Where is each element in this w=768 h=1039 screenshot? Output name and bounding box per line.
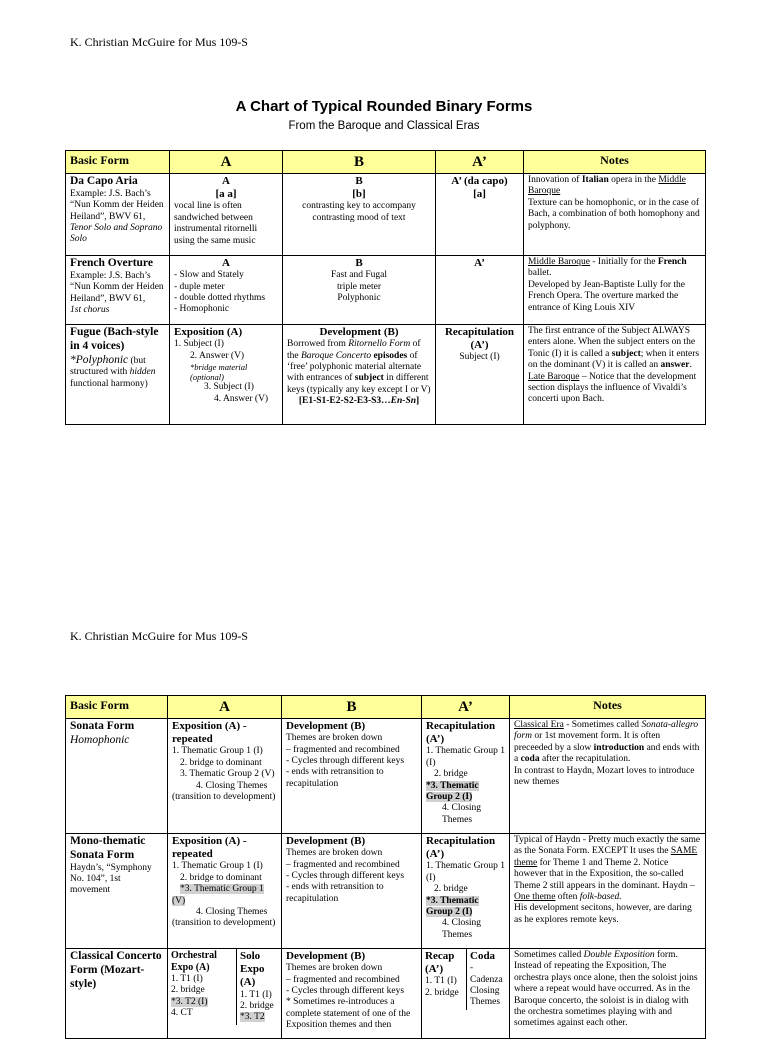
- b-line: – fragmented and recombined: [286, 974, 400, 985]
- a-line: 2. bridge to dominant: [180, 757, 262, 768]
- notes-text: often: [557, 891, 578, 902]
- b-line: – fragmented and recombined: [286, 859, 400, 870]
- notes-underline: Classical Era: [514, 720, 564, 730]
- notes-bold: Italian: [581, 175, 609, 185]
- a-line: - Homophonic: [174, 304, 230, 315]
- b-desc: contrasting key to accompany contrasting mood of text: [302, 201, 416, 223]
- cell-basic: [66, 325, 170, 425]
- cell-notes: [524, 174, 706, 256]
- notes-bold: French: [657, 257, 687, 267]
- notes-text: or 1st movement form. It is often preceeded by a slow: [514, 731, 661, 753]
- a-line: - double dotted rhythms: [174, 292, 266, 303]
- b-line: Themes are broken down: [286, 733, 383, 744]
- b-sequence-italic: En-Sn: [390, 396, 417, 407]
- ap-title: A’ (da capo): [451, 175, 508, 187]
- orchestral-expo: [168, 949, 237, 1025]
- row-example: Example: J.S. Bach’s “Nun Komm der Heiden Heiland”, BWV 61,: [70, 270, 164, 304]
- solo-expo: [237, 949, 281, 1025]
- page-title: A Chart of Typical Rounded Binary Forms: [235, 98, 533, 115]
- notes-text: - Initially for the: [592, 257, 656, 267]
- b-sub: [b]: [352, 188, 366, 201]
- row-example-italic: 1st chorus: [70, 304, 110, 315]
- notes-bold: coda: [520, 754, 540, 765]
- table-header-row: [66, 151, 706, 174]
- solo-title: Solo Expo (A): [240, 950, 265, 989]
- col-b: B: [282, 696, 422, 719]
- ap-line: 4. Closing Themes: [442, 803, 482, 825]
- row-example-italic: Tenor Solo and Soprano Solo: [70, 222, 163, 245]
- cell-a-prime: [422, 834, 510, 949]
- notes-text: .: [689, 360, 692, 371]
- ap-line: 1. Thematic Group 1 (I): [426, 861, 505, 883]
- cell-basic: [66, 949, 168, 1039]
- b-italic: Ritornello Form: [348, 339, 411, 350]
- b-line: Themes are broken down: [286, 963, 383, 974]
- b-title: B: [355, 257, 363, 269]
- a-line: 2. bridge to dominant: [180, 872, 262, 883]
- cell-notes: [524, 325, 706, 425]
- b-line: - Cycles through different keys: [286, 985, 405, 996]
- row-sub: Homophonic: [70, 733, 130, 746]
- notes-text: Texture can be homophonic, or in the case of Bach, a combination of both homophony and polyphony.: [528, 197, 700, 231]
- row-italic: hidden: [129, 367, 156, 378]
- coda-title: Coda: [470, 950, 496, 962]
- table-row: [66, 256, 706, 325]
- col-a-prime: A’: [422, 696, 510, 719]
- orch-line: 1. T1 (I): [171, 974, 203, 984]
- ap-line: 4. Closing Themes: [442, 918, 482, 940]
- notes-underline: SAME theme: [514, 846, 698, 868]
- cell-a-prime: [422, 949, 510, 1039]
- page-subtitle: From the Baroque and Classical Eras: [288, 120, 480, 132]
- orch-line: 4. CT: [171, 1008, 193, 1019]
- cell-basic: [66, 256, 170, 325]
- row-name: French Overture: [70, 257, 153, 269]
- row-sub: Haydn’s, “Symphony No. 104”, 1st movement: [70, 862, 152, 896]
- b-bold: subject: [354, 373, 384, 384]
- b-line: – fragmented and recombined: [286, 744, 400, 755]
- row-name: Da Capo Aria: [70, 175, 138, 187]
- ap-line-highlight: *3. Thematic Group 2 (I): [426, 780, 479, 802]
- ap-title: Recapitulation (A’): [426, 835, 496, 861]
- ap-line: 2. bridge: [434, 769, 468, 780]
- cell-b: [283, 174, 436, 256]
- cell-notes: [510, 949, 706, 1039]
- cell-basic: [66, 174, 170, 256]
- table-header-row: [66, 696, 706, 719]
- a-line: 1. Thematic Group 1 (I): [172, 746, 263, 757]
- row-name: Sonata Form: [70, 720, 135, 732]
- row-name: Mono-thematic Sonata Form: [70, 835, 146, 861]
- b-text: of ‘free’ polyphonic material alternate with entrances of: [287, 350, 422, 384]
- ap-sub: Subject (I): [459, 352, 500, 363]
- a-line: 3. Subject (I): [204, 382, 254, 393]
- row-name: Fugue (Bach-style in 4 voices): [70, 326, 159, 352]
- b-text: in different keys (typically any key except I or V): [287, 373, 431, 395]
- a-line: - Slow and Stately: [174, 270, 244, 281]
- table-row: [66, 174, 706, 256]
- a-line: 4. Closing Themes (transition to development): [172, 906, 276, 929]
- notes-underline: Middle Baroque: [528, 257, 591, 267]
- cell-basic: [66, 834, 168, 949]
- b-sequence-end: ]: [416, 396, 420, 407]
- cell-a: [168, 834, 282, 949]
- notes-text: and ends with a: [514, 742, 700, 765]
- cell-a: [168, 719, 282, 834]
- col-a: A: [170, 151, 283, 174]
- notes-text: – Notice that the development section displays the influence of Vivaldi’s concerti upon Bach.: [528, 371, 697, 405]
- cell-b: [282, 949, 422, 1039]
- ap-title: A’: [474, 257, 485, 269]
- orch-title: Orchestral Expo (A): [171, 950, 217, 973]
- col-basic-form: Basic Form: [66, 696, 168, 719]
- a-line: 4. Answer (V): [214, 393, 269, 404]
- page1-header: K. Christian McGuire for Mus 109-S: [70, 35, 248, 49]
- cell-basic: [66, 719, 168, 834]
- coda-line: - Cadenza: [470, 963, 503, 985]
- ap-sub: [a]: [473, 188, 486, 201]
- solo-line: 1. T1 (I): [240, 989, 272, 1000]
- recap-title: Recap (A’): [425, 950, 455, 976]
- orch-line: 2. bridge: [171, 985, 205, 996]
- b-sequence: [E1-S1-E2-S2-E3-S3…: [298, 396, 391, 407]
- notes-text: ; when it enters on the dominant (V) it is called an: [528, 348, 700, 371]
- sonata-forms-table: [65, 695, 706, 1039]
- notes-text: opera in the: [611, 175, 656, 185]
- b-title: Development (B): [319, 326, 399, 338]
- row-text: functional harmony): [70, 378, 148, 389]
- a-title: Exposition (A) - repeated: [172, 835, 247, 861]
- notes-underline: Late Baroque: [528, 371, 580, 382]
- ap-title: Recapitulation (A’): [426, 720, 496, 746]
- notes-underline: Middle Baroque: [528, 175, 686, 197]
- b-text: Borrowed from: [287, 339, 346, 350]
- col-notes: Notes: [524, 151, 706, 174]
- row-text: (but structured with: [70, 355, 146, 378]
- row-example: Example: J.S. Bach’s “Nun Komm der Heiden Heiland”, BWV 61,: [70, 188, 164, 222]
- a-title: A: [222, 175, 230, 187]
- a-line: 4. Closing Themes (transition to development): [172, 780, 276, 802]
- notes-bold: subject: [611, 348, 641, 359]
- notes-text: In contrast to Haydn, Mozart loves to introduce new themes: [514, 765, 695, 787]
- table-row: [66, 719, 706, 834]
- b-line: Polyphonic: [337, 292, 381, 303]
- col-notes: Notes: [510, 696, 706, 719]
- notes-text: The first entrance of the Subject ALWAYS enters alone. When the subject enters on the Tonic (I) it is called a: [528, 326, 696, 359]
- cell-a: [170, 256, 283, 325]
- notes-text: Innovation of: [528, 175, 580, 185]
- cell-b: [283, 256, 436, 325]
- b-line: - ends with retransition to recapitulation: [286, 882, 384, 904]
- notes-text: His development secitons, however, are daring as he explores remote keys.: [514, 903, 692, 925]
- b-title: Development (B): [286, 720, 366, 732]
- cell-a-prime: [436, 325, 524, 425]
- notes-italic: Sonata-allegro form: [514, 720, 699, 742]
- binary-forms-table: [65, 150, 706, 425]
- ap-line: 1. Thematic Group 1 (I): [426, 746, 505, 768]
- notes-text: - Sometimes called: [566, 720, 640, 730]
- b-title: Development (B): [286, 835, 366, 847]
- notes-text: Sometimes called: [514, 950, 582, 960]
- b-title: Development (B): [286, 950, 366, 962]
- b-line: * Sometimes re-introduces a complete statement of one of the Exposition themes and then: [286, 997, 411, 1031]
- col-b: B: [283, 151, 436, 174]
- a-line: 3. Thematic Group 2 (V): [180, 769, 275, 780]
- cell-b: [282, 719, 422, 834]
- notes-italic: Double Exposition: [583, 950, 655, 960]
- a-desc: vocal line is often sandwiched between instrumental ritornelli using the same music: [174, 201, 258, 246]
- recap-line: 2. bridge: [425, 987, 459, 998]
- a-line: *bridge material (optional): [190, 361, 248, 383]
- cell-a-prime: [436, 174, 524, 256]
- cell-b: [282, 834, 422, 949]
- a-line: - duple meter: [174, 281, 225, 292]
- b-line: Fast and Fugal: [331, 270, 387, 281]
- col-a-prime: A’: [436, 151, 524, 174]
- a-line: 1. Thematic Group 1 (I): [172, 861, 263, 872]
- a-sub: [a a]: [215, 188, 237, 201]
- b-line: - ends with retransition to recapitulation: [286, 767, 384, 789]
- b-bold: episodes: [373, 350, 408, 361]
- col-basic-form: Basic Form: [66, 151, 170, 174]
- notes-text: Typical of Haydn - Pretty much exactly the same as the Sonata Form. EXCEPT It uses the: [514, 835, 701, 857]
- table-row: [66, 325, 706, 425]
- ap-line: 2. bridge: [434, 884, 468, 895]
- table-row: [66, 949, 706, 1039]
- cell-a: [170, 174, 283, 256]
- coda-line: Closing Themes: [470, 985, 501, 1008]
- a-line: 1. Subject (I): [174, 339, 224, 350]
- notes-text: after the recapitulation.: [541, 754, 631, 765]
- notes-bold: answer: [660, 360, 690, 371]
- notes-underline: One theme: [514, 891, 556, 902]
- row-name: Classical Concerto Form (Mozart-style): [70, 950, 162, 990]
- a-title: Exposition (A): [174, 326, 243, 338]
- cell-notes: [510, 719, 706, 834]
- b-line: - Cycles through different keys: [286, 870, 405, 881]
- b-text: of the: [287, 339, 421, 361]
- b-title: B: [355, 175, 363, 187]
- b-line: triple meter: [336, 281, 382, 292]
- notes-italic: folk-based.: [579, 891, 622, 902]
- table-row: [66, 834, 706, 949]
- cell-a-prime: [422, 719, 510, 834]
- page2-header: K. Christian McGuire for Mus 109-S: [70, 629, 248, 643]
- ap-line-highlight: *3. Thematic Group 2 (I): [426, 895, 479, 917]
- b-italic: Baroque Concerto: [300, 350, 372, 361]
- notes-text: Developed by Jean-Baptiste Lully for the French Opera. The overture marked the entrance of King Louis XIV: [528, 279, 685, 313]
- recap: [422, 949, 467, 1010]
- col-a: A: [168, 696, 282, 719]
- notes-bold: introduction: [593, 742, 645, 753]
- solo-line: 2. bridge: [240, 1000, 274, 1011]
- cell-a-prime: [436, 256, 524, 325]
- solo-line-highlight: *3. T2: [240, 1012, 265, 1023]
- cell-a: [170, 325, 283, 425]
- ap-title: Recapitulation (A’): [444, 326, 515, 352]
- notes-text: for Theme 1 and Theme 2. Notice however that in the Exposition, the so-called Theme 2 still appears in the dominant. Haydn –: [514, 857, 695, 891]
- notes-text: ballet.: [528, 268, 552, 279]
- coda: [467, 949, 509, 1010]
- a-title: Exposition (A) - repeated: [172, 720, 247, 746]
- recap-line: 1. T1 (I): [425, 976, 457, 987]
- cell-a: [168, 949, 282, 1039]
- orch-line-highlight: *3. T2 (I): [171, 996, 208, 1007]
- notes-text: form. Instead of repeating the Exposition, The orchestra plays once alone, then the soloist joins where a repeat would have occurred. As in the Baroque concerto, the soloist is in dialog with the orchestra sometimes playing with and sometimes against each other.: [514, 950, 698, 1029]
- a-line-highlight: *3. Thematic Group 1 (V): [172, 884, 264, 906]
- b-line: - Cycles through different keys: [286, 755, 405, 766]
- row-poly: *Polyphonic: [70, 353, 129, 366]
- cell-notes: [510, 834, 706, 949]
- a-line: 2. Answer (V): [190, 350, 245, 361]
- a-title: A: [222, 257, 230, 269]
- b-line: Themes are broken down: [286, 848, 383, 859]
- cell-b: [283, 325, 436, 425]
- cell-notes: [524, 256, 706, 325]
